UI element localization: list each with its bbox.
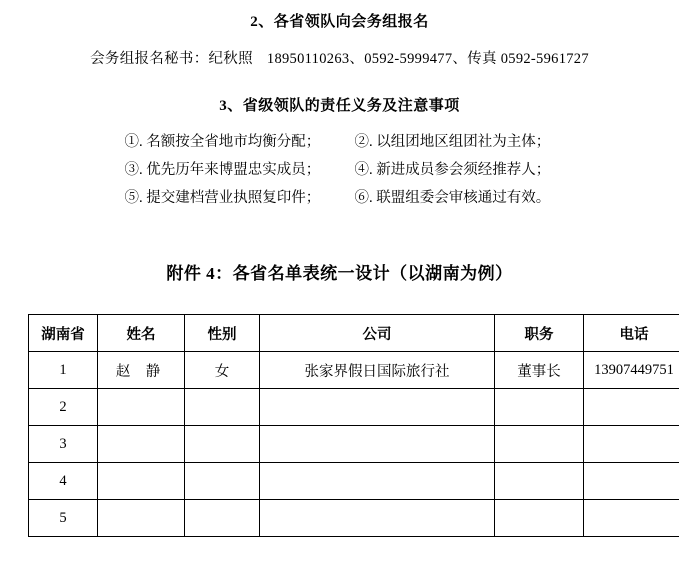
cell-no: 5 [29,500,98,537]
cell-name [98,426,185,463]
cell-gender [185,389,260,426]
attachment-title: 附件 4：各省名单表统一设计（以湖南为例） [28,259,651,284]
cell-company [260,500,495,537]
registration-contact-line [28,47,651,68]
cell-no: 3 [29,426,98,463]
section-3-heading: 3、省级领队的责任义务及注意事项 [28,94,651,115]
cell-name [98,389,185,426]
cell-name: 赵 静 [98,352,185,389]
table-header-row [29,315,679,352]
duties-list [125,129,555,211]
province-roster-table [28,314,679,537]
duty-item-3: ③. 优先历年来博盟忠实成员； [125,157,325,183]
cell-phone [584,426,679,463]
cell-phone [584,500,679,537]
cell-gender [185,426,260,463]
duty-row [125,129,555,155]
duty-item-4: ④. 新进成员参会须经推荐人； [355,157,555,183]
cell-phone [584,463,679,500]
duty-item-2: ②. 以组团地区组团社为主体； [355,129,555,155]
cell-name [98,463,185,500]
cell-gender [185,463,260,500]
section-2-heading: 2、各省领队向会务组报名 [28,10,651,31]
cell-position [495,463,584,500]
cell-no: 4 [29,463,98,500]
cell-gender [185,500,260,537]
duty-item-6: ⑥. 联盟组委会审核通过有效。 [355,185,555,211]
cell-position [495,500,584,537]
column-header-position: 职务 [495,315,584,352]
cell-company [260,426,495,463]
duty-row [125,185,555,211]
column-header-province: 湖南省 [29,315,98,352]
cell-no: 1 [29,352,98,389]
cell-name [98,500,185,537]
column-header-gender: 性别 [185,315,260,352]
contact-numbers: 18950110263、0592-5999477、传真 0592-5961727 [267,51,589,67]
duty-item-1: ①. 名额按全省地市均衡分配； [125,129,325,155]
cell-company: 张家界假日国际旅行社 [260,352,495,389]
cell-position [495,389,584,426]
document-page [0,10,679,571]
cell-no: 2 [29,389,98,426]
column-header-company: 公司 [260,315,495,352]
table-row [29,463,679,500]
table-row [29,500,679,537]
table-row [29,426,679,463]
cell-company [260,463,495,500]
duty-row [125,157,555,183]
table-row [29,352,679,389]
column-header-name: 姓名 [98,315,185,352]
cell-company [260,389,495,426]
cell-phone: 13907449751 [584,352,679,389]
cell-position: 董事长 [495,352,584,389]
table-row [29,389,679,426]
cell-gender: 女 [185,352,260,389]
contact-label: 会务组报名秘书：纪秋照 [90,51,253,67]
cell-phone [584,389,679,426]
duty-item-5: ⑤. 提交建档营业执照复印件； [125,185,325,211]
cell-position [495,426,584,463]
column-header-phone: 电话 [584,315,679,352]
